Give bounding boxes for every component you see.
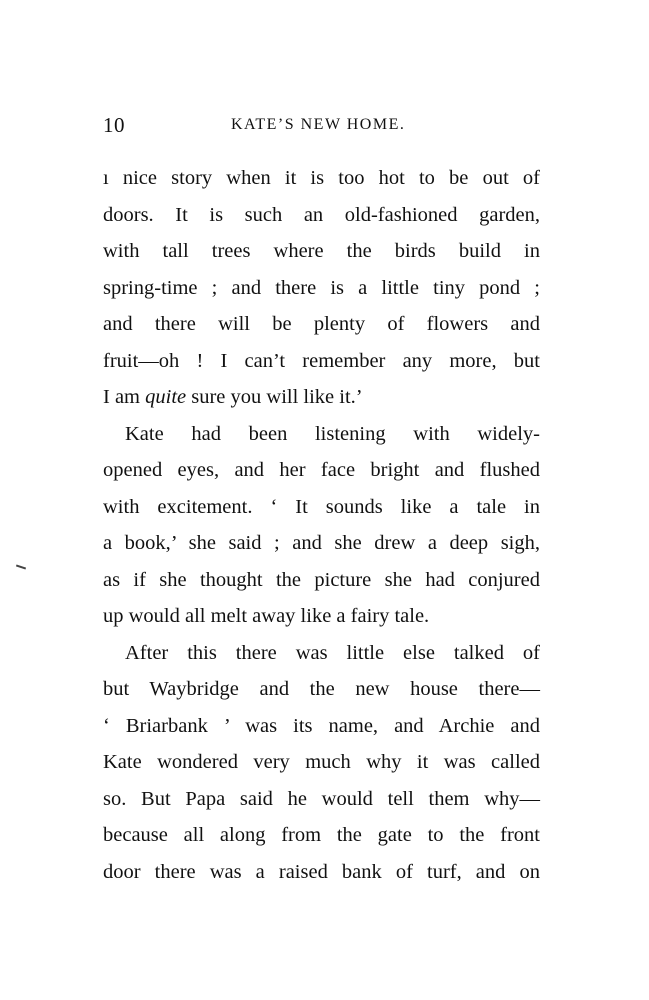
text-line: Kate had been listening with widely- [125,422,540,445]
text-line: so. But Papa said he would tell them why— [103,787,540,810]
emphasized-word: quite [145,386,187,408]
text-line: Kate wondered very much why it was called [103,751,540,773]
text-line: ı nice story when it is too hot to be out of [103,167,540,189]
text-line: with excitement. ‘ It sounds like a tale in [103,495,540,518]
text-line: as if she thought the picture she had conjured [103,568,540,591]
text-line: ‘ Briarbank ’ was its name, and Archie and [103,714,540,737]
text-line: up would all melt away like a fairy tale. [103,605,430,627]
text-line: a book,’ she said ; and she drew a deep sigh, [103,532,540,554]
text-line: fruit—oh ! I can’t remember any more, but [103,349,540,372]
text-line: opened eyes, and her face bright and flushed [103,459,540,481]
page-header [103,110,540,140]
text-line [103,379,540,416]
page-number: 10 [103,113,125,137]
text-segment: sure you will like it.’ [186,386,363,408]
text-line: but Waybridge and the new house there— [103,678,540,700]
text-line: After this there was little else talked of [125,641,540,664]
text-line: because all along from the gate to the front [103,824,540,846]
body-text [103,160,540,890]
text-segment: I am [103,386,146,408]
text-line: with tall trees where the birds build in [103,240,540,262]
margin-mark [16,565,26,570]
text-line: spring-time ; and there is a little tiny pond ; [103,276,540,299]
running-head: KATE’S NEW HOME. [231,116,406,133]
text-line: door there was a raised bank of turf, and on [103,860,540,883]
text-line: doors. It is such an old-fashioned garden, [103,203,540,226]
text-line: and there will be plenty of flowers and [103,313,540,335]
